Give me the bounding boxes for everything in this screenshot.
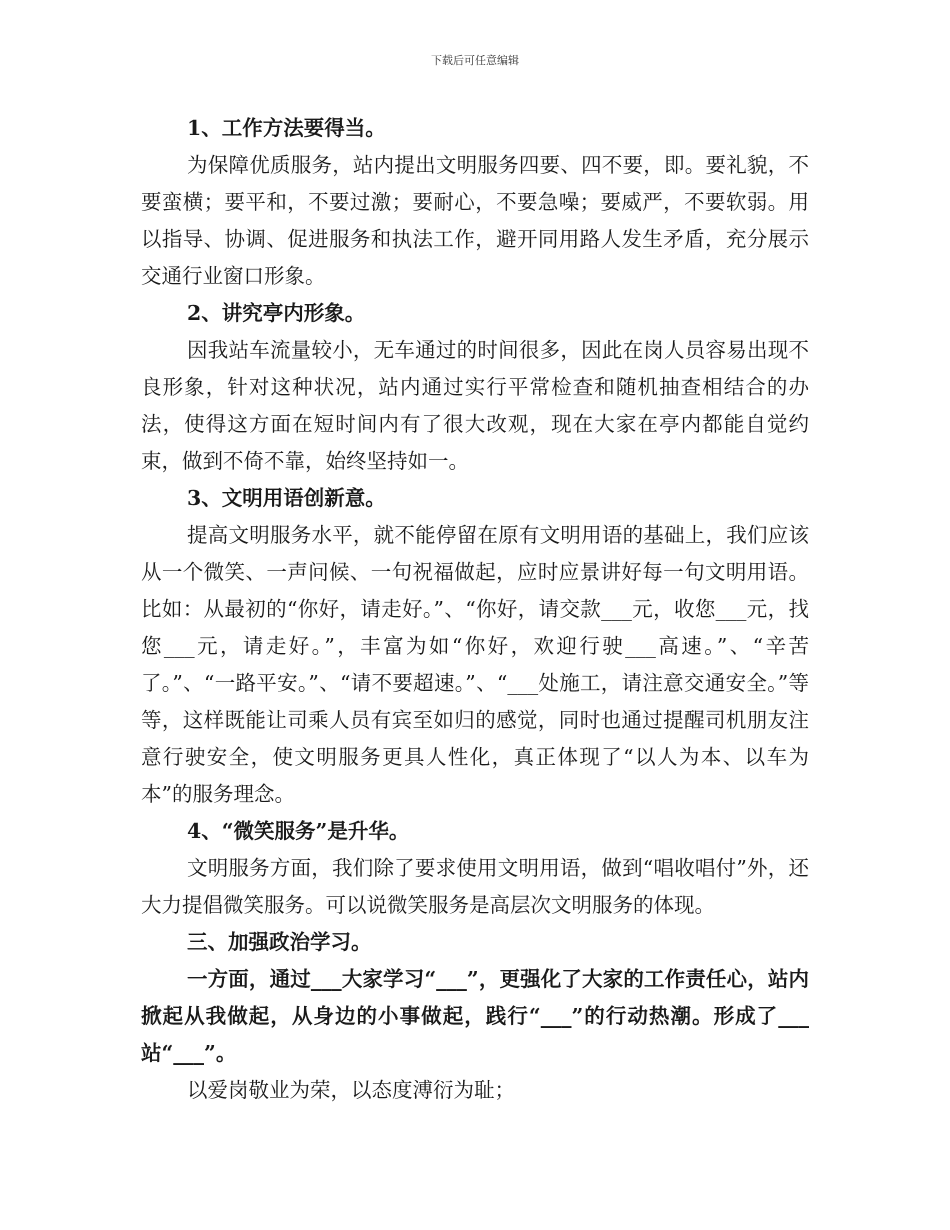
section-heading-2: 2、讲究亭内形象。 — [187, 301, 366, 325]
paragraph-1: 为保障优质服务，站内提出文明服务四要、四不要，即。要礼貌，不要蛮横；要平和，不要过激；要耐心，不要急噪；要威严，不要软弱。用以指导、协调、促进服务和执法工作，避开同用路人发生矛盾，充分展示交通行业窗口形象。 — [141, 153, 809, 288]
section-heading-1: 1、工作方法要得当。 — [187, 116, 386, 140]
section-heading-politics: 三、加强政治学习。 — [187, 930, 372, 954]
paragraph-last: 以爱岗敬业为荣，以态度溥衍为耻； — [187, 1078, 515, 1102]
paragraph-4: 文明服务方面，我们除了要求使用文明用语，做到“唱收唱付”外，还大力提倡微笑服务。可以说微笑服务是高层次文明服务的体现。 — [141, 856, 809, 917]
paragraph-2: 因我站车流量较小，无车通过的时间很多，因此在岗人员容易出现不良形象，针对这种状况，站内通过实行平常检查和随机抽查相结合的办法，使得这方面在短时间内有了很大改观，现在大家在亭内都能自觉约束，做到不倚不靠，始终坚持如一。 — [141, 338, 809, 473]
page-header-note: 下载后可任意编辑 — [431, 54, 519, 67]
document-body — [141, 110, 809, 1109]
paragraph-3: 提高文明服务水平，就不能停留在原有文明用语的基础上，我们应该从一个微笑、一声问候、一句祝福做起，应时应景讲好每一句文明用语。比如：从最初的“你好，请走好。”、“你好，请交款___元，收您___元，找您___元，请走好。”，丰富为如“你好，欢迎行驶___高速。”、“辛苦了。”、“一路平安。”、“请不要超速。”、“___处施工，请注意交通安全。”等等，这样既能让司乘人员有宾至如归的感觉，同时也通过提醒司机朋友注意行驶安全，使文明服务更具人性化，真正体现了“以人为本、以车为本”的服务理念。 — [141, 523, 809, 806]
section-heading-3: 3、文明用语创新意。 — [187, 486, 386, 510]
paragraph-bold: 一方面，通过___大家学习“___”，更强化了大家的工作责任心，站内掀起从我做起，从身边的小事做起，践行“___”的行动热潮。形成了___站“___”。 — [141, 967, 809, 1065]
section-heading-4: 4、“微笑服务”是升华。 — [187, 819, 410, 843]
